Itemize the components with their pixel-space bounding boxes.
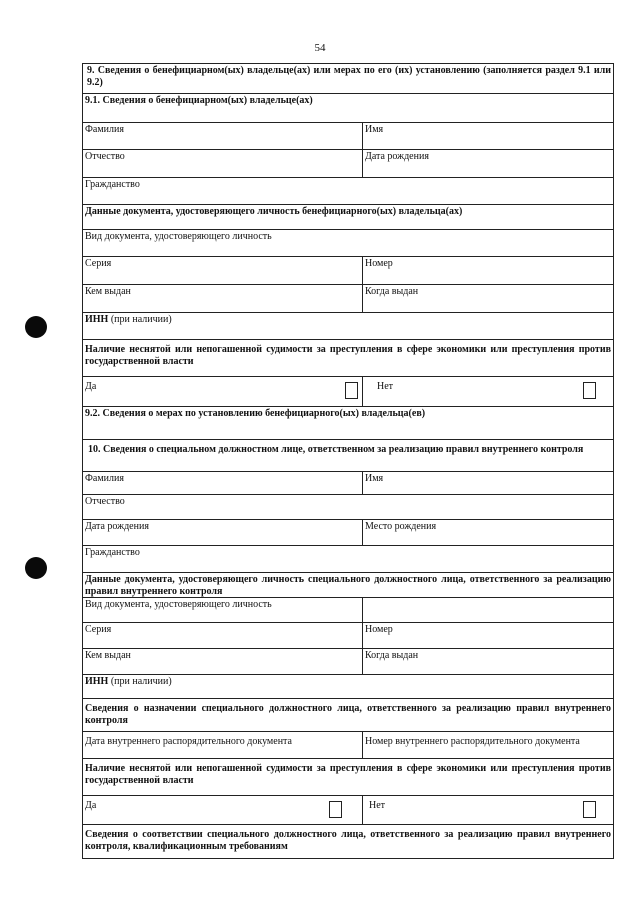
bo-inn-field[interactable] (83, 313, 613, 339)
so-id-doc-title-row (83, 573, 613, 598)
so-inn-note: (при наличии) (108, 676, 172, 687)
so-qualification-title-row (83, 825, 613, 859)
so-no-checkbox[interactable] (583, 801, 596, 818)
so-inn-label: ИНН (85, 676, 109, 687)
so-name-row (83, 472, 613, 495)
bo-issue-date-field[interactable]: Когда выдан (365, 286, 419, 297)
so-surname-field[interactable]: Фамилия (83, 472, 363, 494)
punch-hole-bottom (25, 557, 47, 579)
section92-title-row (83, 407, 613, 440)
bo-inn-row[interactable] (83, 313, 613, 340)
bo-issued-row (83, 285, 613, 313)
bo-conviction-yes (83, 377, 363, 406)
section10-header: 10. Сведения о специальном должностном лице, ответственном за реализацию правил внутреннего контроля (88, 444, 584, 455)
bo-inn-label: ИНН (85, 314, 109, 325)
so-id-doc-title: Данные документа, удостоверяющего личность специального должностного лица, ответственного за реализацию правил внутреннего контроля (85, 574, 611, 597)
so-no-label: Нет (369, 800, 386, 811)
so-issued-row (83, 649, 613, 675)
bo-series-row (83, 257, 613, 285)
so-patronymic-field[interactable]: Отчество (85, 496, 125, 507)
so-appointment-title: Сведения о назначении специального должностного лица, ответственного за реализацию правил внутреннего контроля (85, 703, 611, 726)
bo-patronymic-field[interactable]: Отчество (83, 150, 363, 177)
so-internal-doc-row (83, 732, 613, 759)
so-internal-doc-date-field[interactable]: Дата внутреннего распорядительного документа (83, 732, 363, 758)
so-issued-by-field[interactable]: Кем выдан (83, 649, 363, 674)
bo-conviction-title-row (83, 340, 613, 377)
section91-title: 9.1. Сведения о бенефициарном(ых) владельце(ах) (85, 95, 313, 106)
bo-doc-type-row (83, 230, 613, 257)
so-birth-date-field[interactable]: Дата рождения (83, 520, 363, 545)
so-yes-checkbox[interactable] (329, 801, 342, 818)
bo-conviction-no (363, 377, 613, 406)
bo-doc-type-field[interactable]: Вид документа, удостоверяющего личность (85, 231, 272, 242)
bo-name-row (83, 123, 613, 150)
bo-id-doc-title-row (83, 205, 613, 230)
section92-title: 9.2. Сведения о мерах по установлению бенефициарного(ых) владельца(ев) (85, 408, 426, 419)
so-inn-row[interactable] (83, 675, 613, 699)
form-table (82, 63, 614, 859)
so-number-field[interactable]: Номер (365, 624, 393, 635)
so-conviction-yes (83, 796, 363, 824)
bo-citizenship-field[interactable]: Гражданство (85, 179, 140, 190)
bo-citizenship-row (83, 178, 613, 205)
so-internal-doc-number-field[interactable]: Номер внутреннего распорядительного документа (365, 736, 580, 747)
so-conviction-title: Наличие неснятой или непогашенной судимости за преступления в сфере экономики или преступления против государственной власти (85, 763, 611, 786)
bo-name-field[interactable]: Имя (365, 124, 384, 135)
bo-number-field[interactable]: Номер (365, 258, 393, 269)
so-doc-type-row (83, 598, 613, 623)
so-birth-place-field[interactable]: Место рождения (365, 521, 437, 532)
so-qualification-title: Сведения о соответствии специального должностного лица, ответственного за реализацию правил внутреннего контроля, квалификационным требованиям (85, 829, 611, 852)
so-series-field[interactable]: Серия (83, 623, 363, 648)
bo-no-label: Нет (377, 381, 394, 392)
bo-yes-label: Да (85, 381, 97, 392)
punch-hole-top (25, 316, 47, 338)
so-name-field[interactable]: Имя (365, 473, 384, 484)
bo-no-checkbox[interactable] (583, 382, 596, 399)
bo-issued-by-field[interactable]: Кем выдан (83, 285, 363, 312)
section9-header-row (83, 64, 613, 94)
so-conviction-no (363, 796, 613, 824)
so-issue-date-field[interactable]: Когда выдан (365, 650, 419, 661)
bo-series-field[interactable]: Серия (83, 257, 363, 284)
so-yes-label: Да (85, 800, 97, 811)
so-citizenship-field[interactable]: Гражданство (85, 547, 140, 558)
section91-title-row (83, 94, 613, 123)
bo-surname-field[interactable]: Фамилия (83, 123, 363, 149)
so-birth-row (83, 520, 613, 546)
bo-birth-date-field[interactable]: Дата рождения (365, 151, 429, 162)
so-series-row (83, 623, 613, 649)
bo-inn-note: (при наличии) (108, 314, 172, 325)
so-doc-type-value[interactable] (363, 598, 613, 622)
bo-conviction-title: Наличие неснятой или непогашенной судимости за преступления в сфере экономики или преступления против государственной власти (85, 344, 611, 367)
so-conviction-title-row (83, 759, 613, 796)
so-doc-type-field[interactable]: Вид документа, удостоверяющего личность (83, 598, 363, 622)
so-conviction-answer-row (83, 796, 613, 825)
section10-header-row (83, 440, 613, 472)
page-number: 54 (314, 42, 326, 54)
bo-yes-checkbox[interactable] (345, 382, 358, 399)
section9-header: 9. Сведения о бенефициарном(ых) владельце(ах) или мерах по его (их) установлению (заполняется раздел 9.1 или 9.2) (87, 65, 611, 88)
bo-id-doc-title: Данные документа, удостоверяющего личность бенефициарного(ых) владельца(ах) (85, 206, 463, 217)
bo-conviction-answer-row (83, 377, 613, 407)
so-patronymic-row (83, 495, 613, 520)
so-inn-field[interactable] (83, 675, 613, 698)
bo-patronymic-row (83, 150, 613, 178)
so-citizenship-row (83, 546, 613, 573)
so-appointment-title-row (83, 699, 613, 732)
